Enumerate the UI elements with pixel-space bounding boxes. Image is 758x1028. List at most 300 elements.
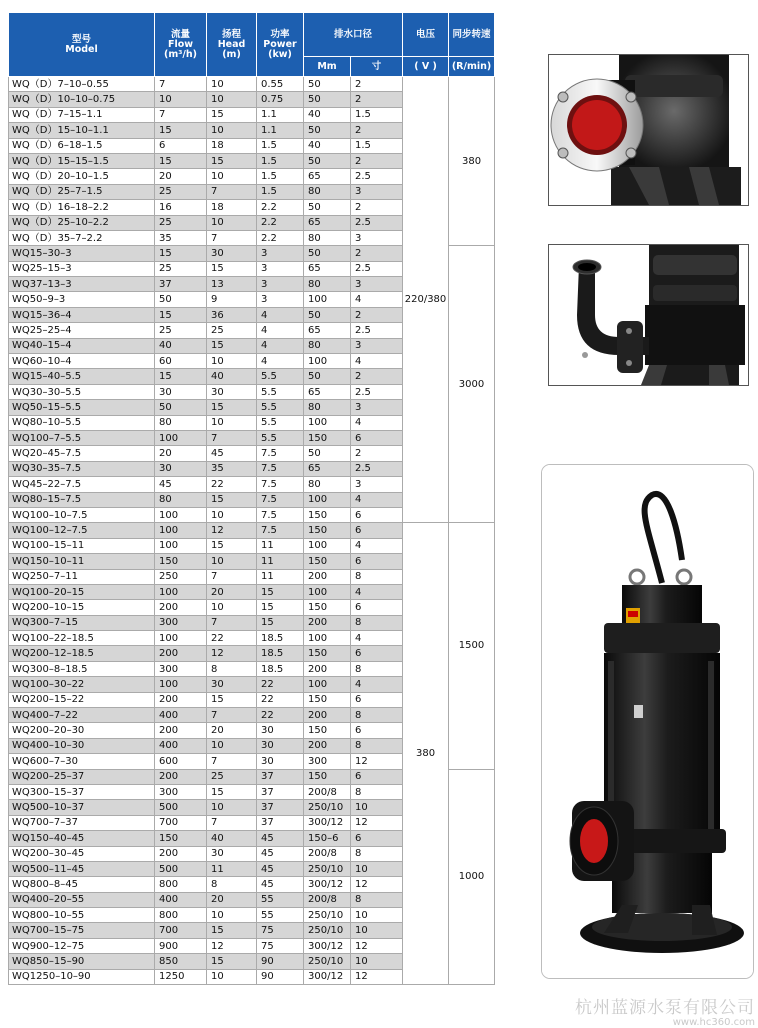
table-row [9,523,495,538]
cell-model: WQ30–35–7.5 [9,461,155,476]
cell-outlet-inch: 2.5 [351,323,403,338]
cell-flow: 15 [155,369,207,384]
cell-flow: 200 [155,846,207,861]
cell-outlet-mm: 250/10 [304,800,351,815]
cell-outlet-inch: 6 [351,692,403,707]
cell-flow: 800 [155,908,207,923]
cell-flow: 500 [155,861,207,876]
watermark: www.hc360.com [672,1017,755,1028]
cell-flow: 16 [155,200,207,215]
cell-outlet-mm: 300 [304,754,351,769]
cell-head: 7 [207,430,257,445]
cell-flow: 15 [155,307,207,322]
cell-model: WQ800–10–55 [9,908,155,923]
cell-head: 10 [207,123,257,138]
cell-flow: 800 [155,877,207,892]
cell-outlet-inch: 2 [351,246,403,261]
cell-power: 1.5 [257,138,304,153]
cell-outlet-mm: 80 [304,400,351,415]
col-outlet-mm-header: Mm [304,57,351,77]
cell-outlet-mm: 50 [304,446,351,461]
cell-speed: 1000 [449,769,495,984]
cell-model: WQ50–15–5.5 [9,400,155,415]
cell-model: WQ200–10–15 [9,600,155,615]
cell-outlet-mm: 65 [304,461,351,476]
cell-model: WQ80–10–5.5 [9,415,155,430]
cell-outlet-inch: 4 [351,415,403,430]
cell-power: 22 [257,692,304,707]
cell-outlet-inch: 10 [351,923,403,938]
cell-model: WQ300–8–18.5 [9,661,155,676]
cell-outlet-inch: 2 [351,123,403,138]
cell-power: 22 [257,708,304,723]
cell-model: WQ100–15–11 [9,538,155,553]
cell-model: WQ15–40–5.5 [9,369,155,384]
cell-head: 15 [207,338,257,353]
cell-model: WQ37–13–3 [9,277,155,292]
cell-outlet-mm: 150–6 [304,831,351,846]
cell-outlet-inch: 10 [351,861,403,876]
pump-full-illustration [542,465,753,978]
cell-flow: 25 [155,184,207,199]
cell-head: 15 [207,954,257,969]
col-flow-header: 流量 Flow (m³/h) [155,13,207,77]
cell-flow: 25 [155,215,207,230]
cell-power: 1.5 [257,153,304,168]
cell-model: WQ300–15–37 [9,784,155,799]
cell-model: WQ（D）16–18–2.2 [9,200,155,215]
cell-outlet-mm: 80 [304,277,351,292]
cell-power: 5.5 [257,369,304,384]
cell-outlet-mm: 300/12 [304,815,351,830]
cell-head: 12 [207,938,257,953]
cell-outlet-mm: 150 [304,430,351,445]
cell-flow: 600 [155,754,207,769]
cell-model: WQ100–7–5.5 [9,430,155,445]
cell-outlet-inch: 6 [351,523,403,538]
pump-flange-photo [548,54,749,206]
cell-flow: 300 [155,784,207,799]
cell-flow: 100 [155,584,207,599]
cell-outlet-inch: 3 [351,477,403,492]
cell-flow: 7 [155,77,207,92]
cell-flow: 80 [155,492,207,507]
cell-outlet-mm: 65 [304,261,351,276]
cell-model: WQ200–30–45 [9,846,155,861]
table-row [9,77,495,92]
col-voltage-unit: ( V ) [403,57,449,77]
cell-head: 10 [207,908,257,923]
cell-flow: 30 [155,384,207,399]
cell-model: WQ（D）25–7–1.5 [9,184,155,199]
cell-head: 30 [207,846,257,861]
cell-flow: 150 [155,831,207,846]
cell-power: 37 [257,800,304,815]
cell-head: 30 [207,677,257,692]
cell-outlet-mm: 100 [304,631,351,646]
cell-head: 8 [207,661,257,676]
cell-outlet-mm: 250/10 [304,861,351,876]
cell-power: 55 [257,908,304,923]
cell-power: 18.5 [257,631,304,646]
cell-flow: 700 [155,923,207,938]
cell-outlet-inch: 2.5 [351,261,403,276]
cell-flow: 50 [155,292,207,307]
cell-model: WQ25–25–4 [9,323,155,338]
cell-power: 3 [257,277,304,292]
cell-head: 10 [207,354,257,369]
cell-power: 90 [257,954,304,969]
cell-power: 75 [257,938,304,953]
cell-flow: 250 [155,569,207,584]
cell-flow: 200 [155,723,207,738]
cell-outlet-mm: 50 [304,246,351,261]
cell-model: WQ25–15–3 [9,261,155,276]
cell-flow: 400 [155,738,207,753]
cell-flow: 100 [155,538,207,553]
cell-outlet-mm: 65 [304,384,351,399]
cell-head: 10 [207,415,257,430]
cell-head: 10 [207,600,257,615]
cell-outlet-inch: 1.5 [351,107,403,122]
cell-outlet-inch: 2 [351,77,403,92]
cell-power: 7.5 [257,492,304,507]
cell-power: 11 [257,569,304,584]
cell-outlet-inch: 2 [351,369,403,384]
cell-head: 7 [207,615,257,630]
cell-power: 5.5 [257,430,304,445]
cell-head: 30 [207,384,257,399]
pump-elbow-photo [548,244,749,386]
cell-head: 10 [207,554,257,569]
cell-outlet-mm: 150 [304,646,351,661]
cell-power: 3 [257,292,304,307]
cell-power: 30 [257,754,304,769]
cell-head: 15 [207,153,257,168]
cell-power: 2.2 [257,200,304,215]
cell-flow: 15 [155,123,207,138]
cell-flow: 100 [155,631,207,646]
cell-power: 5.5 [257,400,304,415]
cell-model: WQ500–10–37 [9,800,155,815]
cell-model: WQ20–45–7.5 [9,446,155,461]
cell-outlet-mm: 50 [304,153,351,168]
cell-flow: 7 [155,107,207,122]
cell-head: 22 [207,477,257,492]
cell-outlet-mm: 250/10 [304,923,351,938]
cell-head: 15 [207,107,257,122]
cell-flow: 500 [155,800,207,815]
cell-power: 11 [257,538,304,553]
cell-model: WQ600–7–30 [9,754,155,769]
cell-outlet-mm: 200 [304,615,351,630]
cell-outlet-mm: 50 [304,92,351,107]
cell-outlet-inch: 6 [351,554,403,569]
cell-flow: 10 [155,92,207,107]
cell-head: 20 [207,723,257,738]
cell-power: 15 [257,615,304,630]
cell-outlet-mm: 80 [304,338,351,353]
cell-power: 2.2 [257,215,304,230]
cell-model: WQ100–30–22 [9,677,155,692]
cell-power: 90 [257,969,304,984]
cell-head: 15 [207,492,257,507]
cell-model: WQ700–15–75 [9,923,155,938]
cell-model: WQ45–22–7.5 [9,477,155,492]
cell-outlet-inch: 2.5 [351,169,403,184]
cell-head: 15 [207,261,257,276]
cell-model: WQ700–7–37 [9,815,155,830]
cell-model: WQ900–12–75 [9,938,155,953]
cell-outlet-inch: 2 [351,446,403,461]
cell-outlet-inch: 4 [351,354,403,369]
cell-model: WQ15–36–4 [9,307,155,322]
cell-outlet-mm: 200 [304,738,351,753]
cell-power: 2.2 [257,230,304,245]
cell-head: 20 [207,892,257,907]
cell-power: 3 [257,261,304,276]
col-outlet-inch-header: 寸 [351,57,403,77]
cell-outlet-inch: 6 [351,507,403,522]
cell-outlet-inch: 4 [351,292,403,307]
cell-flow: 200 [155,646,207,661]
cell-outlet-mm: 100 [304,492,351,507]
cell-outlet-inch: 10 [351,908,403,923]
cell-flow: 25 [155,323,207,338]
cell-head: 12 [207,523,257,538]
cell-head: 22 [207,631,257,646]
cell-outlet-inch: 3 [351,338,403,353]
cell-outlet-mm: 100 [304,415,351,430]
cell-outlet-inch: 3 [351,230,403,245]
cell-flow: 100 [155,507,207,522]
col-model-header: 型号 Model [9,13,155,77]
cell-speed: 3000 [449,246,495,523]
cell-outlet-mm: 200 [304,661,351,676]
cell-model: WQ30–30–5.5 [9,384,155,399]
cell-head: 10 [207,92,257,107]
cell-model: WQ200–12–18.5 [9,646,155,661]
cell-flow: 200 [155,692,207,707]
cell-model: WQ400–10–30 [9,738,155,753]
cell-head: 35 [207,461,257,476]
cell-flow: 37 [155,277,207,292]
cell-outlet-mm: 65 [304,323,351,338]
cell-head: 15 [207,692,257,707]
cell-outlet-mm: 200/8 [304,892,351,907]
cell-outlet-mm: 50 [304,307,351,322]
cell-model: WQ150–40–45 [9,831,155,846]
cell-outlet-mm: 100 [304,584,351,599]
cell-model: WQ50–9–3 [9,292,155,307]
cell-power: 30 [257,723,304,738]
company-footer [505,993,755,1028]
cell-outlet-inch: 4 [351,492,403,507]
cell-head: 11 [207,861,257,876]
cell-power: 45 [257,831,304,846]
cell-model: WQ400–7–22 [9,708,155,723]
cell-power: 7.5 [257,461,304,476]
cell-outlet-inch: 8 [351,661,403,676]
cell-head: 18 [207,138,257,153]
cell-outlet-mm: 50 [304,77,351,92]
cell-head: 40 [207,831,257,846]
cell-outlet-mm: 40 [304,107,351,122]
cell-outlet-mm: 100 [304,677,351,692]
cell-head: 13 [207,277,257,292]
cell-power: 45 [257,861,304,876]
cell-power: 37 [257,784,304,799]
cell-head: 10 [207,507,257,522]
cell-power: 1.5 [257,169,304,184]
cell-power: 7.5 [257,477,304,492]
spec-table [8,12,495,985]
cell-model: WQ60–10–4 [9,354,155,369]
cell-outlet-mm: 50 [304,200,351,215]
cell-model: WQ250–7–11 [9,569,155,584]
cell-outlet-inch: 6 [351,600,403,615]
cell-power: 3 [257,246,304,261]
cell-flow: 100 [155,430,207,445]
cell-voltage: 380 [403,523,449,985]
cell-outlet-mm: 40 [304,138,351,153]
cell-flow: 40 [155,338,207,353]
company-name: 杭州蓝源水泵有限公司 [575,998,755,1018]
cell-outlet-inch: 6 [351,723,403,738]
cell-outlet-inch: 3 [351,184,403,199]
cell-outlet-inch: 3 [351,400,403,415]
cell-outlet-inch: 2 [351,200,403,215]
cell-power: 37 [257,769,304,784]
cell-flow: 150 [155,554,207,569]
cell-outlet-mm: 200 [304,569,351,584]
cell-flow: 20 [155,446,207,461]
cell-flow: 300 [155,615,207,630]
col-power-header: 功率 Power (kw) [257,13,304,77]
cell-outlet-mm: 50 [304,369,351,384]
cell-outlet-mm: 150 [304,769,351,784]
cell-outlet-inch: 6 [351,646,403,661]
cell-outlet-mm: 65 [304,215,351,230]
cell-flow: 20 [155,169,207,184]
cell-outlet-mm: 300/12 [304,969,351,984]
cell-outlet-mm: 50 [304,123,351,138]
cell-model: WQ150–10–11 [9,554,155,569]
cell-power: 4 [257,338,304,353]
cell-head: 25 [207,769,257,784]
cell-outlet-inch: 2 [351,92,403,107]
cell-power: 1.5 [257,184,304,199]
cell-flow: 80 [155,415,207,430]
cell-outlet-inch: 10 [351,954,403,969]
cell-outlet-mm: 80 [304,230,351,245]
cell-power: 18.5 [257,646,304,661]
cell-model: WQ100–12–7.5 [9,523,155,538]
cell-model: WQ200–20–30 [9,723,155,738]
cell-flow: 200 [155,769,207,784]
cell-head: 45 [207,446,257,461]
cell-outlet-inch: 8 [351,569,403,584]
cell-model: WQ15–30–3 [9,246,155,261]
cell-outlet-inch: 2.5 [351,461,403,476]
cell-outlet-mm: 150 [304,523,351,538]
cell-outlet-inch: 4 [351,584,403,599]
cell-flow: 400 [155,892,207,907]
cell-head: 40 [207,369,257,384]
cell-outlet-inch: 8 [351,738,403,753]
cell-outlet-mm: 200/8 [304,846,351,861]
cell-power: 4 [257,307,304,322]
cell-outlet-inch: 2 [351,153,403,168]
spec-table-body [9,77,495,985]
cell-power: 45 [257,846,304,861]
pump-elbow-illustration [549,245,748,385]
cell-head: 12 [207,646,257,661]
cell-power: 30 [257,738,304,753]
cell-power: 1.1 [257,107,304,122]
cell-flow: 850 [155,954,207,969]
cell-outlet-mm: 300/12 [304,938,351,953]
cell-flow: 50 [155,400,207,415]
cell-flow: 300 [155,661,207,676]
cell-power: 4 [257,323,304,338]
cell-model: WQ1250–10–90 [9,969,155,984]
cell-flow: 30 [155,461,207,476]
cell-power: 7.5 [257,507,304,522]
cell-outlet-mm: 150 [304,692,351,707]
cell-model: WQ500–11–45 [9,861,155,876]
cell-outlet-inch: 8 [351,708,403,723]
cell-flow: 700 [155,815,207,830]
cell-power: 18.5 [257,661,304,676]
cell-outlet-mm: 65 [304,169,351,184]
cell-outlet-inch: 8 [351,846,403,861]
cell-power: 75 [257,923,304,938]
cell-model: WQ（D）15–10–1.1 [9,123,155,138]
pump-flange-illustration [549,55,748,205]
cell-head: 18 [207,200,257,215]
cell-power: 22 [257,677,304,692]
cell-power: 15 [257,600,304,615]
cell-outlet-inch: 1.5 [351,138,403,153]
cell-outlet-inch: 12 [351,877,403,892]
cell-model: WQ850–15–90 [9,954,155,969]
cell-outlet-mm: 150 [304,554,351,569]
cell-outlet-mm: 250/10 [304,908,351,923]
cell-model: WQ100–22–18.5 [9,631,155,646]
cell-power: 0.55 [257,77,304,92]
cell-outlet-mm: 150 [304,600,351,615]
cell-model: WQ300–7–15 [9,615,155,630]
cell-model: WQ40–15–4 [9,338,155,353]
cell-outlet-inch: 8 [351,784,403,799]
cell-power: 37 [257,815,304,830]
col-speed-header: 同步转速 [449,13,495,57]
cell-head: 10 [207,738,257,753]
cell-power: 45 [257,877,304,892]
cell-head: 9 [207,292,257,307]
cell-head: 15 [207,923,257,938]
cell-head: 15 [207,538,257,553]
cell-outlet-mm: 100 [304,354,351,369]
cell-power: 1.1 [257,123,304,138]
cell-head: 20 [207,584,257,599]
cell-speed: 380 [449,77,495,246]
cell-power: 7.5 [257,446,304,461]
cell-outlet-inch: 4 [351,631,403,646]
cell-outlet-inch: 10 [351,800,403,815]
cell-head: 30 [207,246,257,261]
